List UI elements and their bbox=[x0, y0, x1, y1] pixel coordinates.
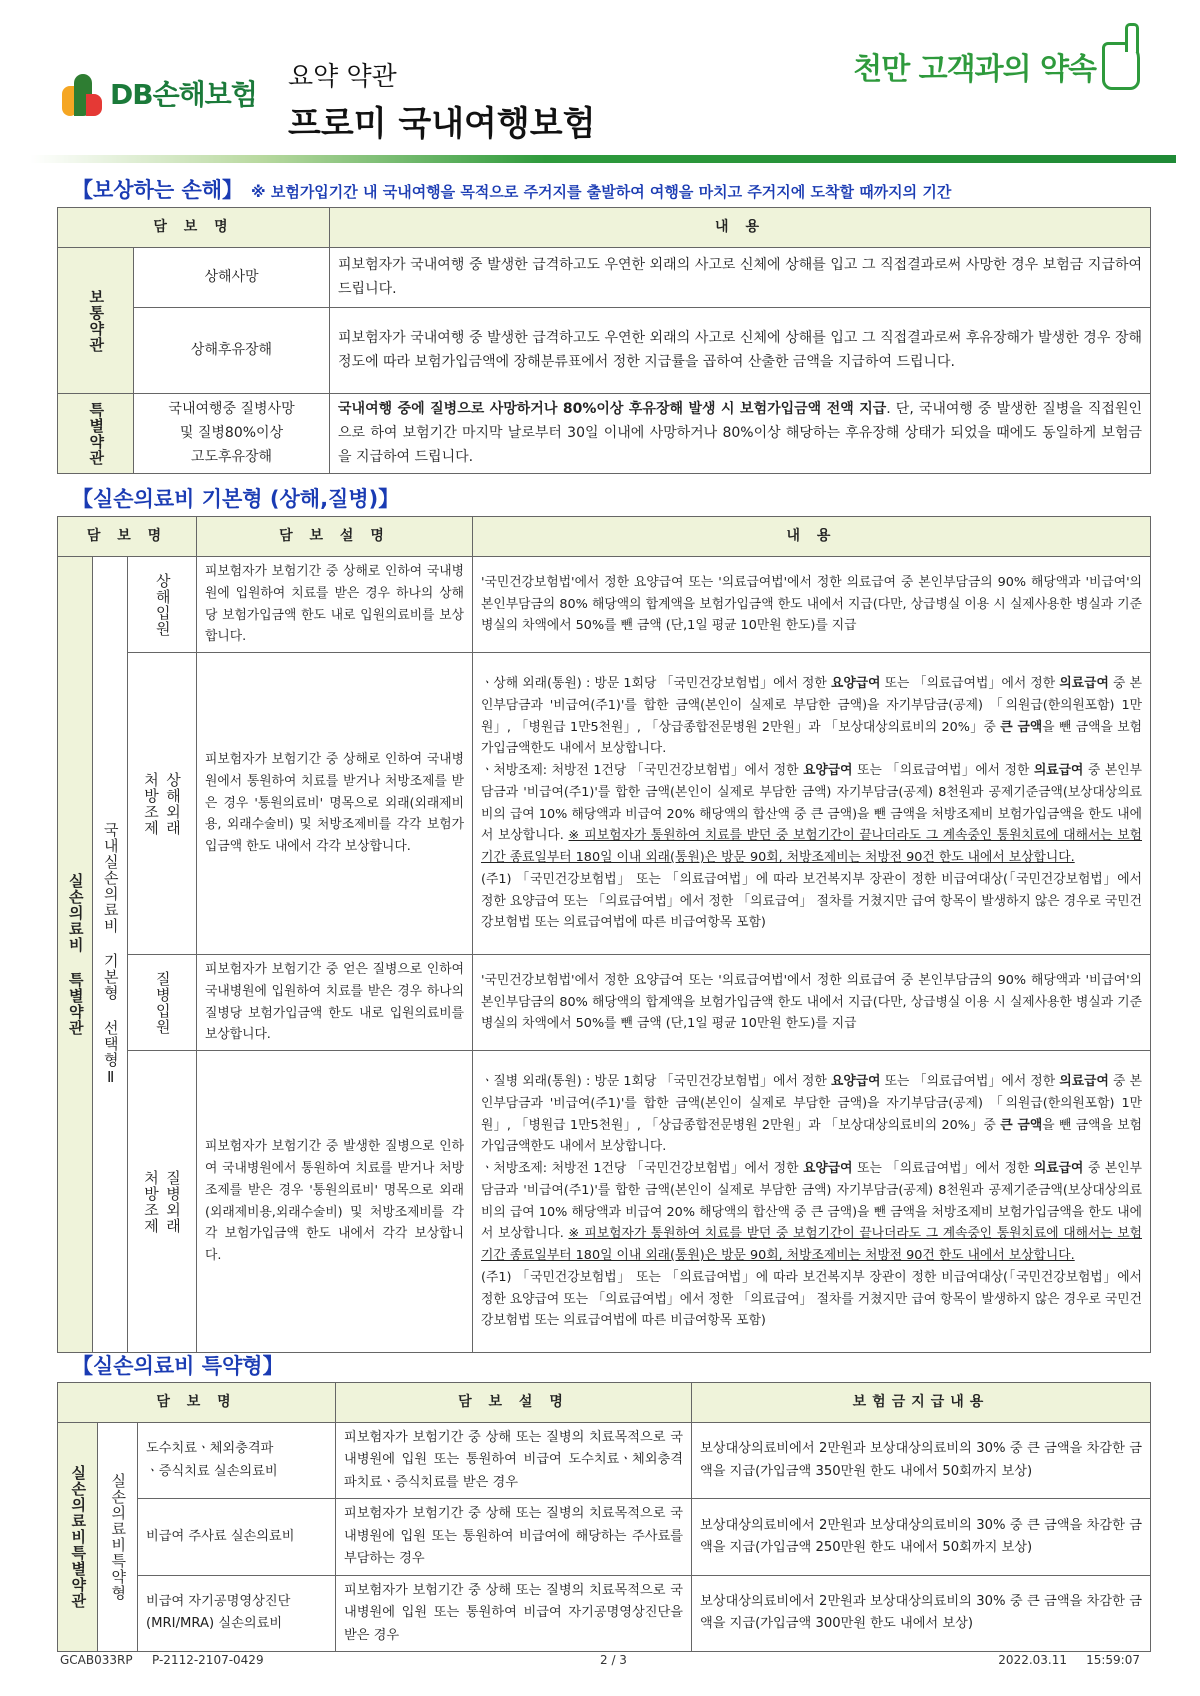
coverage-name bbox=[138, 1423, 336, 1499]
print-datetime bbox=[998, 1653, 1140, 1667]
group-label-text: 실손의료비특약형 bbox=[109, 1472, 128, 1601]
coverage-name-vertical bbox=[128, 772, 196, 836]
document-title: 프로미 국내여행보험 bbox=[288, 104, 596, 144]
group-label-special bbox=[58, 394, 134, 474]
group-label-outer bbox=[58, 1423, 98, 1652]
coverage-name-part: 상해외래 bbox=[164, 771, 182, 836]
coverage-content: 피보험자가 국내여행 중 발생한 급격하고도 우연한 외래의 사고로 신체에 상해를 입고 그 직접결과로써 사망한 경우 보험금 지급하여 드립니다. bbox=[330, 248, 1151, 308]
coverage-name bbox=[128, 955, 197, 1051]
text-run-bold: 의료급여 bbox=[1033, 763, 1084, 778]
text-run: 중 본인부담금과 '비급여(주1)'를 합한 금액(본인이 실제로 부담한 금액)을 자기부담금(공제) 「의원급(한의원포함) 1만원」, 「병원급 1만5천원」, 「상급종합전문병원 2만원」과 「보상대상의료비의 20%」중 bbox=[481, 676, 1142, 735]
column-header-desc: 담 보 설 명 bbox=[336, 1383, 692, 1423]
coverage-content bbox=[473, 653, 1151, 955]
coverage-desc: 피보험자가 보험기간 중 상해 또는 질병의 치료목적으로 국내병원에 입원 또는 통원하여 비급여 도수치료ㆍ체외충격파치료ㆍ증식치료를 받은 경우 bbox=[336, 1423, 692, 1499]
slogan-text: 천만 고객과의 약속 bbox=[853, 52, 1096, 87]
section-title-text: 【실손의료비 기본형 (상해,질병)】 bbox=[72, 487, 400, 511]
coverage-name-line: ㆍ증식치료 실손의료비 bbox=[146, 1463, 278, 1479]
pointing-hand-icon bbox=[1102, 42, 1140, 90]
coverage-name-part: 처방조제 bbox=[142, 1169, 160, 1234]
text-run-bold: 큰 금액 bbox=[1000, 719, 1043, 735]
coverage-name: 상해사망 bbox=[134, 248, 330, 308]
section-title-basic-medical bbox=[72, 483, 399, 513]
section-note: ※ 보험가입기간 내 국내여행을 목적으로 주거지를 출발하여 여행을 마치고 주거지에 도착할 때까지의 기간 bbox=[251, 183, 952, 201]
coverage-name-text: 상해입원 bbox=[153, 572, 172, 637]
content-paragraph bbox=[481, 1158, 1142, 1267]
text-run-underline: ※ 피보험자가 통원하여 치료를 받던 중 보험기간이 끝나더라도 그 계속중인 통원치료에 대해서는 보험기간 종료일부터 180일 이내 외래(통원)은 방문 90회, 처방조제비는 처방전 90건 한도 내에서 보상합니다. bbox=[481, 828, 1143, 865]
logo-text: DB손해보험 bbox=[110, 78, 257, 111]
product-code: P-2112-2107-0429 bbox=[152, 1653, 264, 1667]
section-title-text: 【실손의료비 특약형】 bbox=[72, 1354, 284, 1378]
group-label-inner bbox=[93, 557, 128, 1353]
coverage-content-rest: . 단, 국내여행 중 발생한 질병을 직접원인으로 하여 보험기간 마지막 날로부터 30일 이내에 사망하거나 80%이상 해당하는 후유장해 상태가 되었을 때에도 동일하게 보험금을 지급하여 드립니다. bbox=[338, 401, 1143, 465]
coverage-pay: 보상대상의료비에서 2만원과 보상대상의료비의 30% 중 큰 금액을 차감한 금액을 지급(가입금액 250만원 한도 내에서 50회까지 보상) bbox=[692, 1499, 1151, 1575]
column-header-name: 담 보 명 bbox=[58, 1383, 336, 1423]
section-title-rider-medical bbox=[72, 1350, 284, 1380]
table-row bbox=[58, 653, 1151, 955]
coverage-name-line: 비급여 주사료 실손의료비 bbox=[146, 1528, 295, 1544]
table-row bbox=[58, 1499, 1151, 1575]
coverage-name-vertical bbox=[128, 1170, 196, 1234]
coverage-name-line: 국내여행중 질병사망 bbox=[168, 401, 295, 417]
text-run: ㆍ처방조제: 처방전 1건당 「국민건강보험법」에서 정한 bbox=[481, 763, 804, 778]
coverage-name-line: (MRI/MRA) 실손의료비 bbox=[146, 1616, 283, 1632]
table-row bbox=[58, 1051, 1151, 1353]
content-footnote: (주1) 「국민건강보험법」 또는 「의료급여법」에 따라 보건복지부 장관이 정한 비급여대상(「국민건강보험법」에서 정한 요양급여 또는 「의료급여법」에서 정한 「의료급여」 절차를 거쳤지만 급여 항목이 발생하지 않은 경우로 국민건강보험법 또는 의료급여법에 따른 비급여항목 포함) bbox=[481, 871, 1142, 931]
column-header-name: 담 보 명 bbox=[58, 208, 330, 248]
text-run: 을 뺀 금액을 보험가입금액한도 내에서 보상합니다. bbox=[481, 719, 1142, 757]
table-header-row bbox=[58, 208, 1151, 248]
text-run: ㆍ상해 외래(통원) : 방문 1회당 「국민건강보험법」에서 정한 bbox=[481, 676, 831, 691]
coverage-name-line: 비급여 자기공명영상진단 bbox=[146, 1593, 291, 1609]
page-header bbox=[0, 0, 1200, 160]
coverage-table bbox=[57, 207, 1151, 474]
document-subtitle: 요약 약관 bbox=[288, 62, 397, 92]
table-header-row bbox=[58, 1383, 1151, 1423]
table-row bbox=[58, 955, 1151, 1051]
column-header-name: 담 보 명 bbox=[58, 517, 197, 557]
coverage-name: 상해후유장해 bbox=[134, 308, 330, 394]
document-code: GCAB033RP bbox=[60, 1653, 133, 1667]
group-label-outer bbox=[58, 557, 93, 1353]
coverage-name-line: 도수치료ㆍ체외충격파 bbox=[146, 1441, 274, 1457]
text-run: 중 본인부담금과 '비급여(주1)'를 합한 금액(본인이 실제로 부담한 금액) 자기부담금(공제) 8천원과 공제기준금액(보상대상의료비의 급여 10% 해당액과 비급여 20% 해당액의 합산액 중 큰 금액)을 뺀 금액을 처방조제비 보험가입금액을 한도 내에서 보상합니다. bbox=[481, 763, 1142, 844]
text-run: 또는 「의료급여법」에서 정한 bbox=[880, 676, 1060, 691]
text-run-bold: 요양급여 bbox=[831, 1074, 881, 1089]
content-paragraph bbox=[481, 673, 1142, 760]
text-run: ㆍ처방조제: 처방전 1건당 「국민건강보험법」에서 정한 bbox=[481, 1161, 804, 1176]
coverage-name bbox=[128, 653, 197, 955]
text-run-bold: 의료급여 bbox=[1033, 1161, 1084, 1176]
print-time: 15:59:07 bbox=[1086, 1653, 1140, 1667]
coverage-desc: 피보험자가 보험기간 중 상해로 인하여 국내병원에 입원하여 치료를 받은 경우 하나의 상해당 보험가입금액 한도 내로 입원의료비를 보상합니다. bbox=[197, 557, 473, 653]
coverage-name-line: 및 질병80%이상 bbox=[179, 424, 284, 441]
coverage-desc: 피보험자가 보험기간 중 상해 또는 질병의 치료목적으로 국내병원에 입원 또는 통원하여 비급여에 해당하는 주사료를 부담하는 경우 bbox=[336, 1499, 692, 1575]
coverage-name-part: 처방조제 bbox=[142, 771, 160, 836]
header-divider bbox=[30, 155, 1176, 163]
coverage-name-line: 고도후유장해 bbox=[190, 448, 273, 465]
content-paragraph bbox=[481, 1071, 1142, 1158]
table-row bbox=[58, 308, 1151, 394]
section-title-text: 【보상하는 손해】 bbox=[72, 178, 244, 202]
text-run-bold: 요양급여 bbox=[803, 763, 853, 778]
coverage-content: '국민건강보험법'에서 정한 요양급여 또는 '의료급여법'에서 정한 의료급여 중 본인부담금의 90% 해당액과 '비급여'의 본인부담금의 80% 해당액의 합계액을 보험가입금액 한도 내에서 지급(다만, 상급병실 이용 시 실제사용한 병실과 기준병실의 차액에서 50%를 뺀 금액 (단,1일 평균 10만원 한도)를 지급 bbox=[473, 955, 1151, 1051]
coverage-pay: 보상대상의료비에서 2만원과 보상대상의료비의 30% 중 큰 금액을 차감한 금액을 지급(가입금액 350만원 한도 내에서 50회까지 보상) bbox=[692, 1423, 1151, 1499]
db-logo-icon bbox=[60, 68, 106, 118]
text-run-bold: 의료급여 bbox=[1059, 676, 1109, 691]
text-run: 또는 「의료급여법」에서 정한 bbox=[852, 763, 1034, 778]
text-run: 또는 「의료급여법」에서 정한 bbox=[852, 1161, 1034, 1176]
coverage-desc: 피보험자가 보험기간 중 상해 또는 질병의 치료목적으로 국내병원에 입원 또는 통원하여 비급여 자기공명영상진단을 받은 경우 bbox=[336, 1575, 692, 1651]
column-header-content: 내 용 bbox=[330, 208, 1151, 248]
group-label-text: 국내실손의료비 기본형 선택형Ⅱ bbox=[101, 822, 120, 1087]
table-row bbox=[58, 557, 1151, 653]
coverage-name bbox=[134, 394, 330, 474]
coverage-content bbox=[473, 1051, 1151, 1353]
column-header-pay: 보험금지급내용 bbox=[692, 1383, 1151, 1423]
table-row bbox=[58, 1423, 1151, 1499]
coverage-name bbox=[138, 1575, 336, 1651]
coverage-pay: 보상대상의료비에서 2만원과 보상대상의료비의 30% 중 큰 금액을 차감한 금액을 지급(가입금액 300만원 한도 내에서 보상) bbox=[692, 1575, 1151, 1651]
content-footnote: (주1) 「국민건강보험법」 또는 「의료급여법」에 따라 보건복지부 장관이 정한 비급여대상(「국민건강보험법」에서 정한 요양급여 또는 「의료급여법」에서 정한 「의료급여」 절차를 거쳤지만 급여 항목이 발생하지 않은 경우로 국민건강보험법 또는 의료급여법에 따른 비급여항목 포함) bbox=[481, 1269, 1142, 1329]
coverage-content: 피보험자가 국내여행 중 발생한 급격하고도 우연한 외래의 사고로 신체에 상해를 입고 그 직접결과로써 후유장해가 발생한 경우 장해정도에 따라 보험가입금액에 장해분류표에서 정한 지급률을 곱하여 산출한 금액을 지급하여 드립니다. bbox=[330, 308, 1151, 394]
text-run-bold: 요양급여 bbox=[831, 676, 881, 691]
text-run: 을 뺀 금액을 보험가입금액한도 내에서 보상합니다. bbox=[481, 1117, 1142, 1155]
coverage-desc: 피보험자가 보험기간 중 얻은 질병으로 인하여 국내병원에 입원하여 치료를 받은 경우 하나의 질병당 보험가입금액 한도 내로 입원의료비를 보상합니다. bbox=[197, 955, 473, 1051]
coverage-desc: 피보험자가 보험기간 중 발생한 질병으로 인하여 국내병원에서 통원하여 치료를 받거나 처방조제를 받은 경우 '통원의료비' 명목으로 외래(외래제비용,외래수술비) 및 처방조제비를 각각 보험가입금액 한도 내에서 각각 보상합니다. bbox=[197, 1051, 473, 1353]
group-label-text: 실손의료비특별약관 bbox=[69, 1464, 88, 1609]
coverage-desc: 피보험자가 보험기간 중 상해로 인하여 국내병원에서 통원하여 치료를 받거나 처방조제를 받은 경우 '통원의료비' 명목으로 외래(외래제비용, 외래수술비) 및 처방조제비를 각각 보험가입금액 한도 내에서 각각 보상합니다. bbox=[197, 653, 473, 955]
group-label-text: 특별약관 bbox=[87, 401, 106, 466]
text-run: ㆍ질병 외래(통원) : 방문 1회당 「국민건강보험법」에서 정한 bbox=[481, 1074, 831, 1089]
column-header-content: 내 용 bbox=[473, 517, 1151, 557]
text-run: 또는 「의료급여법」에서 정한 bbox=[880, 1074, 1060, 1089]
coverage-content-bold: 국내여행 중에 질병으로 사망하거나 80%이상 후유장해 발생 시 보험가입금액 전액 지급 bbox=[338, 401, 887, 417]
basic-medical-table bbox=[57, 516, 1151, 1353]
group-label-text: 보통약관 bbox=[87, 288, 106, 353]
text-run-bold: 요양급여 bbox=[803, 1161, 853, 1176]
slogan bbox=[853, 42, 1140, 90]
text-run-bold: 의료급여 bbox=[1059, 1074, 1109, 1089]
table-row bbox=[58, 394, 1151, 474]
group-label-inner bbox=[98, 1423, 138, 1652]
text-run: 중 본인부담금과 '비급여(주1)'를 합한 금액(본인이 실제로 부담한 금액) 자기부담금(공제) 8천원과 공제기준금액(보상대상의료비의 급여 10% 해당액과 비급여 20% 해당액의 합산액 중 큰 금액)을 뺀 금액을 처방조제비 보험가입금액을 한도 내에서 보상합니다. bbox=[481, 1161, 1142, 1242]
coverage-name-part: 질병외래 bbox=[164, 1169, 182, 1234]
print-date: 2022.03.11 bbox=[998, 1653, 1068, 1667]
section-title-coverage bbox=[72, 174, 951, 204]
company-logo bbox=[60, 68, 257, 118]
table-header-row bbox=[58, 517, 1151, 557]
rider-medical-table bbox=[57, 1382, 1151, 1652]
text-run-bold: 큰 금액 bbox=[1000, 1117, 1043, 1133]
group-label-basic bbox=[58, 248, 134, 394]
table-row bbox=[58, 248, 1151, 308]
column-header-desc: 담 보 설 명 bbox=[197, 517, 473, 557]
coverage-content: '국민건강보험법'에서 정한 요양급여 또는 '의료급여법'에서 정한 의료급여 중 본인부담금의 90% 해당액과 '비급여'의 본인부담금의 80% 해당액의 합계액을 보험가입금액 한도 내에서 지급(다만, 상급병실 이용 시 실제사용한 병실과 기준병실의 차액에서 50%를 뺀 금액 (단,1일 평균 10만원 한도)를 지급 bbox=[473, 557, 1151, 653]
coverage-name-text: 질병입원 bbox=[153, 970, 172, 1035]
group-label-text: 실손의료비 특별약관 bbox=[66, 873, 85, 1036]
coverage-content bbox=[330, 394, 1151, 474]
page-number: 2 / 3 bbox=[600, 1653, 627, 1667]
content-paragraph bbox=[481, 760, 1142, 869]
text-run: 중 본인부담금과 '비급여(주1)'를 합한 금액(본인이 실제로 부담한 금액)을 자기부담금(공제) 「의원급(한의원포함) 1만원」, 「병원급 1만5천원」, 「상급종합전문병원 2만원」과 「보상대상의료비의 20%」중 bbox=[481, 1074, 1142, 1133]
coverage-name bbox=[138, 1499, 336, 1575]
table-row bbox=[58, 1575, 1151, 1651]
coverage-name bbox=[128, 1051, 197, 1353]
coverage-name bbox=[128, 557, 197, 653]
text-run-underline: ※ 피보험자가 통원하여 치료를 받던 중 보험기간이 끝나더라도 그 계속중인 통원치료에 대해서는 보험기간 종료일부터 180일 이내 외래(통원)은 방문 90회, 처방조제비는 처방전 90건 한도 내에서 보상합니다. bbox=[481, 1226, 1143, 1263]
